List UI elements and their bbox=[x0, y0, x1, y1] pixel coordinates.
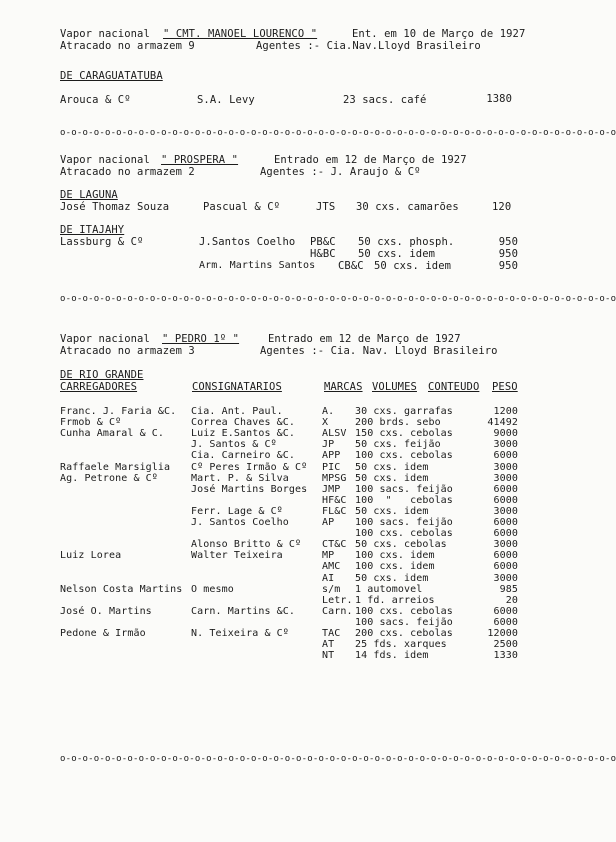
cargo-weight: 6000 bbox=[493, 484, 518, 495]
cargo-weight: 6000 bbox=[493, 495, 518, 506]
cargo-description: 150 cxs. cebolas bbox=[355, 428, 453, 439]
cargo-mark: APP bbox=[322, 450, 341, 461]
cargo-weight: 6000 bbox=[493, 550, 518, 561]
shipper: Lassburg & Cº bbox=[60, 236, 144, 248]
cargo-weight: 3000 bbox=[493, 439, 518, 450]
cargo-description: 100 sacs. feijão bbox=[355, 517, 453, 528]
cargo-weight: 3000 bbox=[493, 506, 518, 517]
header-consignees: CONSIGNATARIOS bbox=[192, 381, 282, 393]
consignee: N. Teixeira & Cº bbox=[191, 628, 289, 639]
cargo-description: 100 cxs. idem bbox=[355, 561, 435, 572]
cargo-weight: 12000 bbox=[487, 628, 518, 639]
consignee: Cº Peres Irmão & Cº bbox=[191, 462, 308, 473]
shipper: Luiz Lorea bbox=[60, 550, 122, 561]
cargo-description: 50 cxs. idem bbox=[355, 506, 429, 517]
cargo-mark: AI bbox=[322, 573, 335, 584]
separator: o-o-o-o-o-o-o-o-o-o-o-o-o-o-o-o-o-o-o-o-o-o-o-o-o-o-o-o-o-o-o-o-o-o-o-o-o-o-o-o-o-o-o-o-o-o-o-o-o-o bbox=[60, 128, 616, 138]
cargo-description: 100 sacs. feijão bbox=[355, 484, 453, 495]
cargo-mark: PIC bbox=[322, 462, 341, 473]
cargo-description: 50 cxs. idem bbox=[355, 462, 429, 473]
warehouse: Atracado no armazem 3 bbox=[60, 345, 195, 357]
cargo-weight: 2500 bbox=[493, 639, 518, 650]
cargo-weight: 1330 bbox=[493, 650, 518, 661]
cargo-mark: CT&C bbox=[322, 539, 347, 550]
consignee: Arm. Martins Santos bbox=[199, 260, 316, 271]
cargo-weight: 3000 bbox=[493, 573, 518, 584]
cargo-mark: AP bbox=[322, 517, 335, 528]
shipper: Frmob & Cº bbox=[60, 417, 122, 428]
cargo-weight: 3000 bbox=[493, 539, 518, 550]
vessel-name: " CMT. MANOEL LOURENCO " bbox=[163, 28, 318, 40]
cargo-mark: X bbox=[322, 417, 329, 428]
consignee: Luiz E.Santos &C. bbox=[191, 428, 296, 439]
cargo-mark: TAC bbox=[322, 628, 341, 639]
vessel-name: " PEDRO 1º " bbox=[162, 333, 240, 345]
cargo-weight: 9000 bbox=[493, 428, 518, 439]
shipper: Cunha Amaral & C. bbox=[60, 428, 165, 439]
consignee: J.Santos Coelho bbox=[199, 236, 296, 248]
cargo-mark: CB&C bbox=[338, 260, 364, 272]
agents: Agentes :- Cia.Nav.Lloyd Brasileiro bbox=[256, 40, 481, 52]
consignee: Correa Chaves &C. bbox=[191, 417, 296, 428]
cargo-description: 100 sacs. feijão bbox=[355, 617, 453, 628]
cargo-mark: NT bbox=[322, 650, 335, 661]
header-weight: PESO bbox=[492, 381, 518, 393]
vessel-name: " PROSPERA " bbox=[161, 154, 239, 166]
cargo-weight: 6000 bbox=[493, 450, 518, 461]
cargo-mark: MPSG bbox=[322, 473, 347, 484]
cargo-weight: 6000 bbox=[493, 528, 518, 539]
shipper: José O. Martins bbox=[60, 606, 152, 617]
cargo-mark: MP bbox=[322, 550, 335, 561]
cargo-mark: ALSV bbox=[322, 428, 347, 439]
cargo-weight: 950 bbox=[498, 248, 518, 260]
cargo-weight: 6000 bbox=[493, 517, 518, 528]
vessel-label: Vapor nacional bbox=[60, 333, 150, 345]
cargo-description: 25 fds. xarques bbox=[355, 639, 447, 650]
cargo-description: 50 cxs. cebolas bbox=[355, 539, 447, 550]
cargo-mark: JP bbox=[322, 439, 335, 450]
vessel-label: Vapor nacional bbox=[60, 28, 150, 40]
cargo-description: 1 automovel bbox=[355, 584, 423, 595]
consignee: J. Santos Coelho bbox=[191, 517, 289, 528]
cargo-description: 50 cxs. phosph. bbox=[358, 236, 455, 248]
cargo-description: 50 cxs. idem bbox=[358, 248, 436, 260]
origin-heading: DE LAGUNA bbox=[60, 189, 118, 201]
consignee: J. Santos & Cº bbox=[191, 439, 277, 450]
consignee: José Martins Borges bbox=[191, 484, 308, 495]
agents: Agentes :- J. Araujo & Cº bbox=[260, 166, 421, 178]
cargo-weight: 3000 bbox=[493, 462, 518, 473]
entry-date: Entrado em 12 de Março de 1927 bbox=[268, 333, 461, 345]
shipper: Pedone & Irmão bbox=[60, 628, 146, 639]
header-marks: MARCAS bbox=[324, 381, 363, 393]
cargo-mark: Carn. bbox=[322, 606, 353, 617]
consignee: S.A. Levy bbox=[197, 94, 255, 106]
cargo-mark: AMC bbox=[322, 561, 341, 572]
cargo-weight: 6000 bbox=[493, 606, 518, 617]
cargo-description: 30 cxs. camarões bbox=[356, 201, 459, 213]
cargo-description: 50 cxs. feijão bbox=[355, 439, 441, 450]
cargo-mark: AT bbox=[322, 639, 335, 650]
cargo-description: 100 cxs. cebolas bbox=[355, 528, 453, 539]
cargo-description: 100 " cebolas bbox=[355, 495, 453, 506]
cargo-weight: 3000 bbox=[493, 473, 518, 484]
vessel-label: Vapor nacional bbox=[60, 154, 150, 166]
cargo-mark: JMP bbox=[322, 484, 341, 495]
origin-heading: DE ITAJAHY bbox=[60, 224, 125, 236]
shipper: Nelson Costa Martins bbox=[60, 584, 183, 595]
consignee: Cia. Ant. Paul. bbox=[191, 406, 283, 417]
consignee: Carn. Martins &C. bbox=[191, 606, 296, 617]
consignee: Pascual & Cº bbox=[203, 201, 281, 213]
cargo-weight: 6000 bbox=[493, 561, 518, 572]
cargo-weight: 6000 bbox=[493, 617, 518, 628]
cargo-weight: 1380 bbox=[486, 93, 512, 105]
consignee: Cia. Carneiro &C. bbox=[191, 450, 296, 461]
cargo-weight: 985 bbox=[499, 584, 518, 595]
cargo-weight: 950 bbox=[498, 236, 518, 248]
shipper: Arouca & Cº bbox=[60, 94, 131, 106]
cargo-description: 14 fds. idem bbox=[355, 650, 429, 661]
header-volumes: VOLUMES bbox=[372, 381, 417, 393]
shipper: Ag. Petrone & Cº bbox=[60, 473, 158, 484]
cargo-description: 23 sacs. café bbox=[343, 94, 427, 106]
cargo-description: 30 cxs. garrafas bbox=[355, 406, 453, 417]
shipper: José Thomaz Souza bbox=[60, 201, 170, 213]
cargo-mark: HF&C bbox=[322, 495, 347, 506]
cargo-mark: JTS bbox=[316, 201, 336, 213]
entry-date: Ent. em 10 de Março de 1927 bbox=[352, 28, 526, 40]
cargo-description: 200 brds. sebo bbox=[355, 417, 441, 428]
cargo-description: 50 cxs. idem bbox=[374, 260, 452, 272]
cargo-weight: 1200 bbox=[493, 406, 518, 417]
cargo-description: 100 cxs. cebolas bbox=[355, 606, 453, 617]
cargo-mark: s/m bbox=[322, 584, 341, 595]
consignee: Ferr. Lage & Cº bbox=[191, 506, 283, 517]
consignee: Mart. P. & Silva bbox=[191, 473, 289, 484]
cargo-mark: PB&C bbox=[310, 236, 336, 248]
separator: o-o-o-o-o-o-o-o-o-o-o-o-o-o-o-o-o-o-o-o-o-o-o-o-o-o-o-o-o-o-o-o-o-o-o-o-o-o-o-o-o-o-o-o-o-o-o-o-o-o bbox=[60, 294, 616, 304]
cargo-weight: 41492 bbox=[487, 417, 518, 428]
cargo-description: 200 cxs. cebolas bbox=[355, 628, 453, 639]
warehouse: Atracado no armazem 9 bbox=[60, 40, 195, 52]
cargo-mark: A. bbox=[322, 406, 335, 417]
entry-date: Entrado em 12 de Março de 1927 bbox=[274, 154, 467, 166]
cargo-description: 1 fd. arreios bbox=[355, 595, 435, 606]
origin-heading: DE RIO GRANDE bbox=[60, 369, 144, 381]
cargo-weight: 120 bbox=[492, 201, 512, 213]
cargo-mark: FL&C bbox=[322, 506, 347, 517]
header-contents: CONTEUDO bbox=[428, 381, 480, 393]
cargo-mark: H&BC bbox=[310, 248, 336, 260]
cargo-description: 50 cxs. idem bbox=[355, 573, 429, 584]
cargo-weight: 20 bbox=[505, 595, 518, 606]
cargo-description: 100 cxs. idem bbox=[355, 550, 435, 561]
cargo-mark: Letr. bbox=[322, 595, 353, 606]
warehouse: Atracado no armazem 2 bbox=[60, 166, 195, 178]
cargo-weight: 950 bbox=[498, 260, 518, 272]
agents: Agentes :- Cia. Nav. Lloyd Brasileiro bbox=[260, 345, 498, 357]
header-shippers: CARREGADORES bbox=[60, 381, 138, 393]
consignee: Walter Teixeira bbox=[191, 550, 283, 561]
consignee: O mesmo bbox=[191, 584, 234, 595]
separator: o-o-o-o-o-o-o-o-o-o-o-o-o-o-o-o-o-o-o-o-o-o-o-o-o-o-o-o-o-o-o-o-o-o-o-o-o-o-o-o-o-o-o-o-o-o-o-o-o-o bbox=[60, 754, 616, 764]
shipper: Franc. J. Faria &C. bbox=[60, 406, 177, 417]
origin-heading: DE CARAGUATATUBA bbox=[60, 70, 163, 82]
cargo-description: 100 cxs. cebolas bbox=[355, 450, 453, 461]
consignee: Alonso Britto & Cº bbox=[191, 539, 302, 550]
cargo-description: 50 cxs. idem bbox=[355, 473, 429, 484]
shipper: Raffaele Marsiglia bbox=[60, 462, 171, 473]
